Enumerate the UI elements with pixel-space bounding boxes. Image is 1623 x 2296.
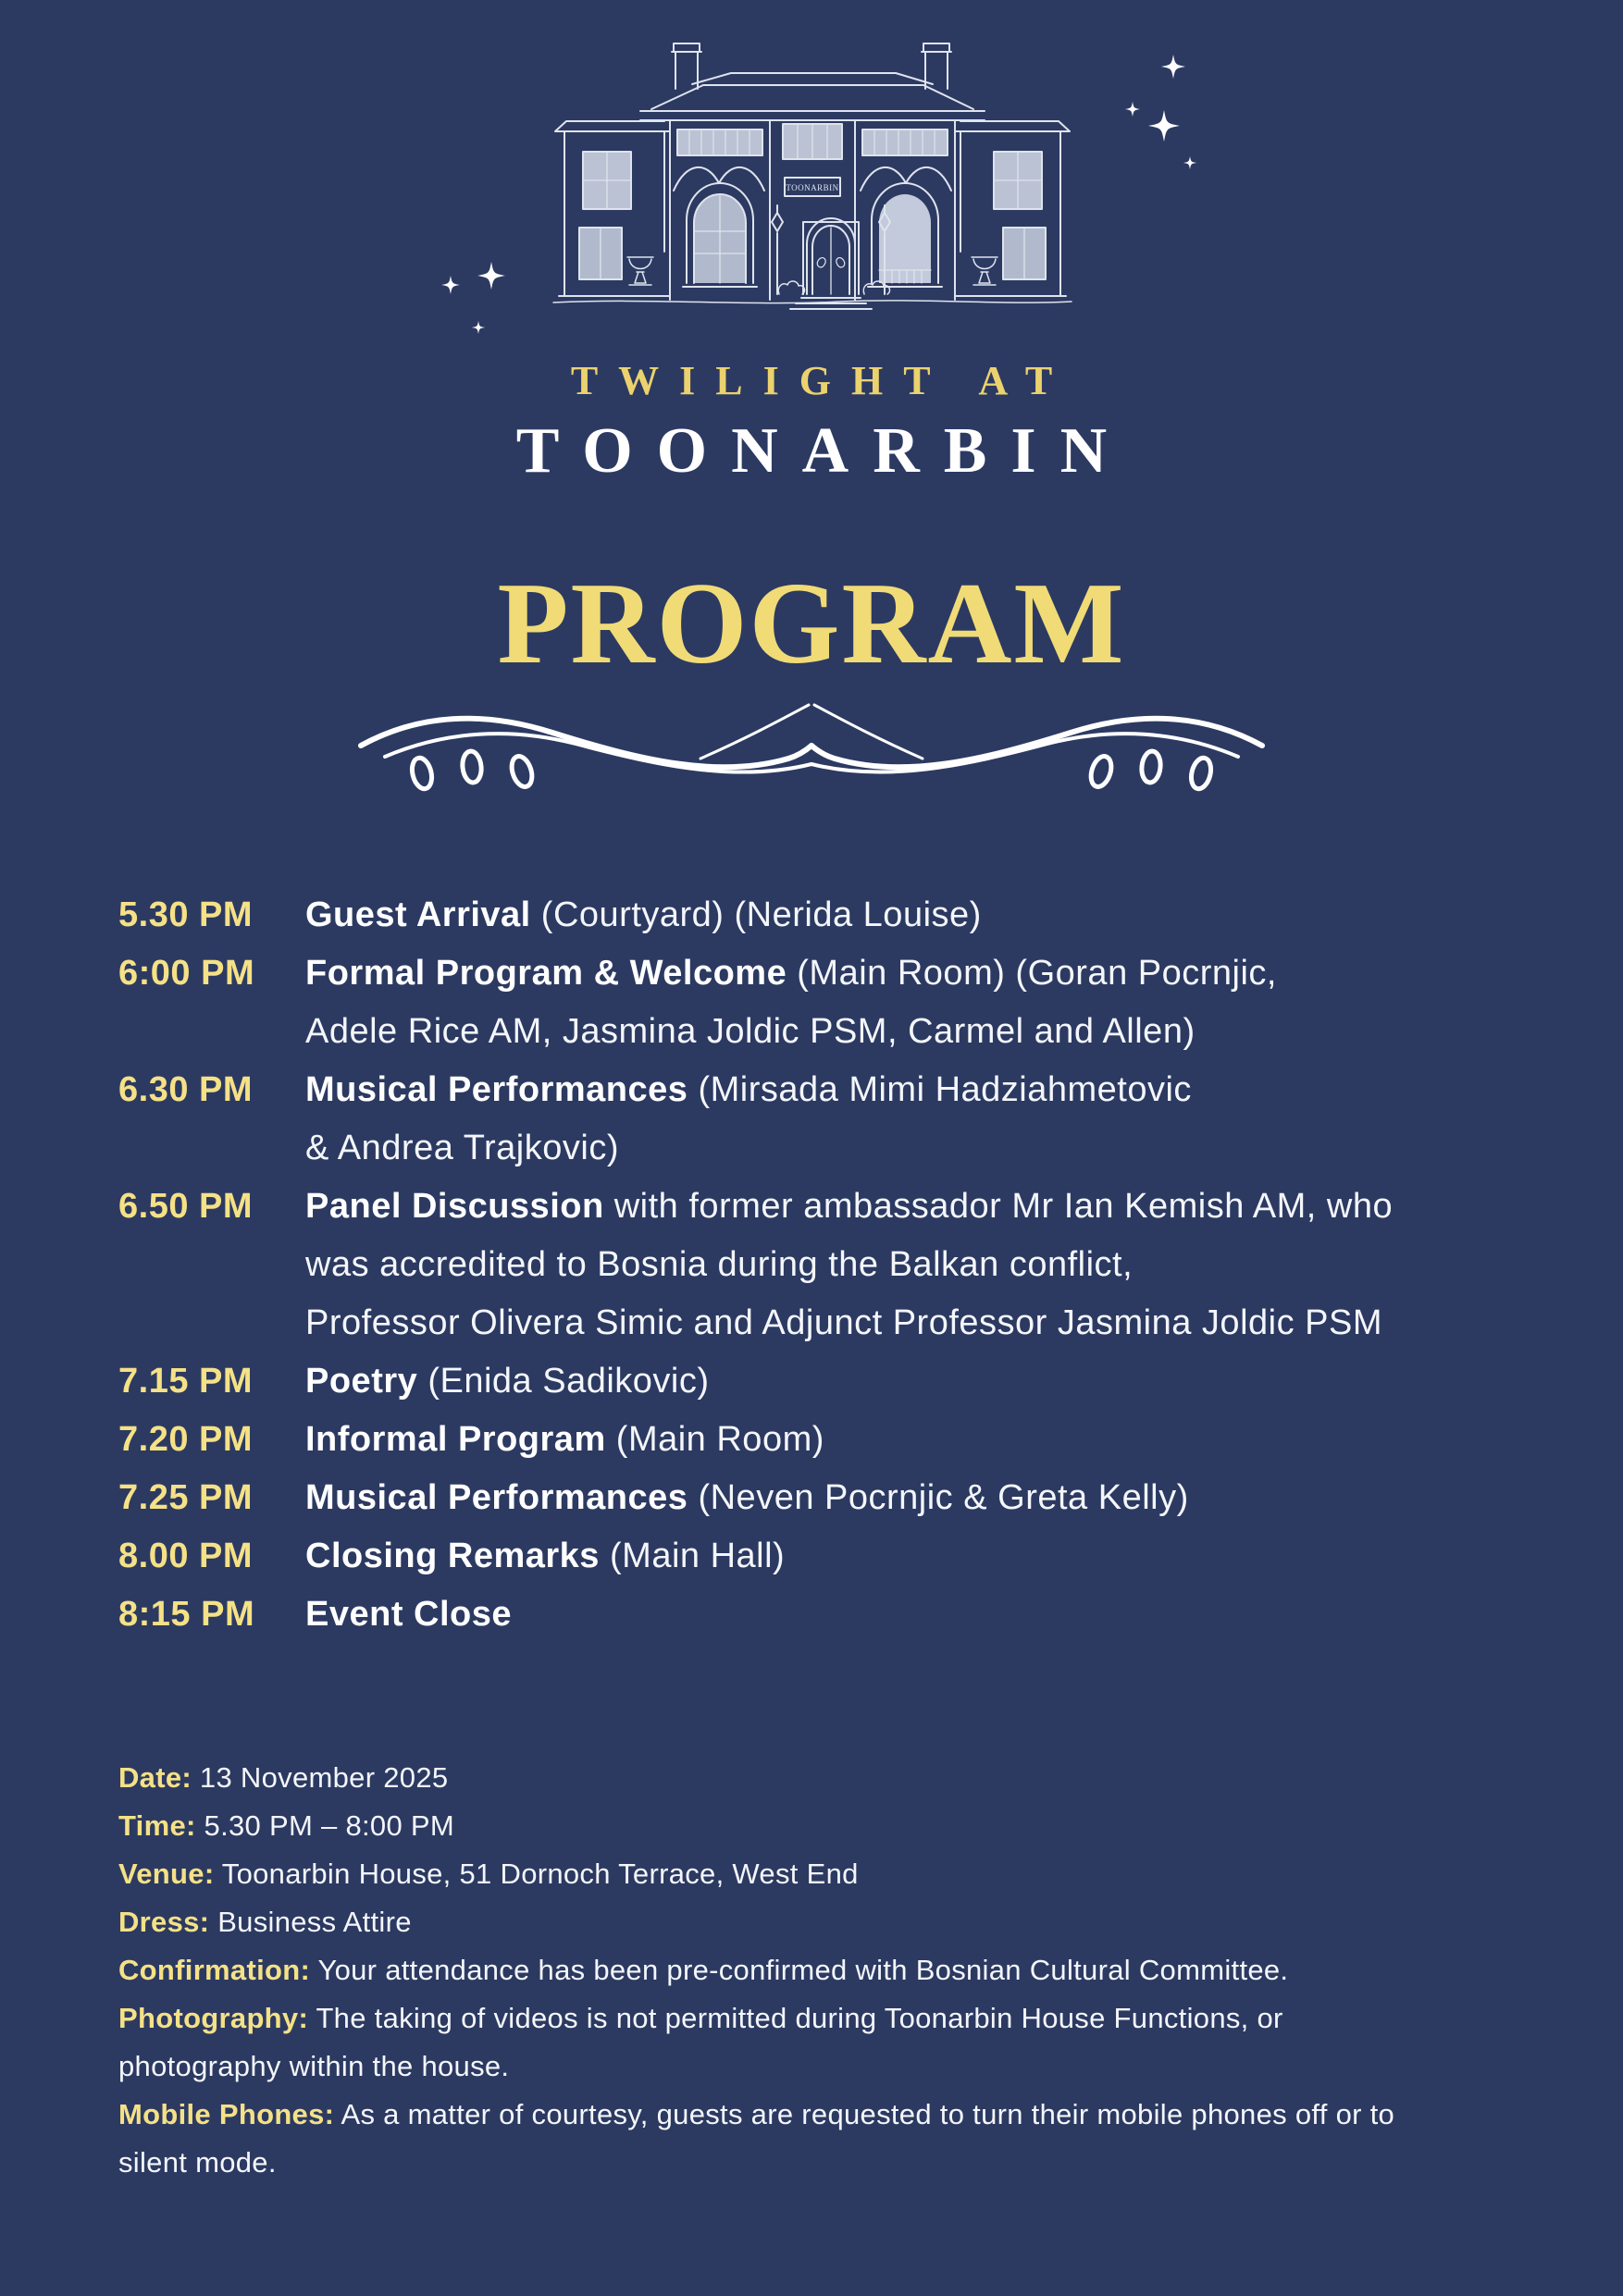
schedule-detail: Adele Rice AM, Jasmina Joldic PSM, Carmel and Allen) — [305, 1012, 1196, 1051]
detail-row — [118, 1946, 1425, 1994]
schedule-time: 8.00 PM — [118, 1537, 254, 1575]
sparkle-icon — [1148, 110, 1180, 142]
schedule-row — [118, 944, 1562, 1003]
detail-text: As a matter of courtesy, guests are requested to turn their mobile phones off or to silent mode. — [118, 2098, 1395, 2179]
house-sign-text: TOONARBIN — [786, 183, 839, 192]
schedule-title: Musical Performances — [305, 1478, 688, 1517]
detail-label: Mobile Phones: — [118, 2098, 335, 2130]
schedule-detail: (Main Room) (Goran Pocrnjic, — [787, 954, 1277, 993]
sparkle-icon — [1183, 156, 1196, 169]
schedule-row — [118, 1411, 1562, 1469]
schedule-detail: Professor Olivera Simic and Adjunct Professor Jasmina Joldic PSM — [305, 1303, 1382, 1342]
schedule-row — [118, 1236, 1562, 1294]
page-title: PROGRAM — [497, 560, 1126, 688]
program-schedule — [118, 886, 1562, 1644]
schedule-row — [118, 1352, 1562, 1411]
schedule-row — [118, 1178, 1562, 1236]
schedule-detail: & Andrea Trajkovic) — [305, 1129, 619, 1167]
detail-text: Business Attire — [209, 1906, 412, 1938]
detail-label: Confirmation: — [118, 1954, 311, 1986]
detail-label: Date: — [118, 1761, 192, 1794]
schedule-row — [118, 1527, 1562, 1586]
schedule-detail: (Main Hall) — [599, 1537, 786, 1575]
schedule-detail: was accredited to Bosnia during the Balkan conflict, — [305, 1245, 1134, 1284]
schedule-row — [118, 1119, 1562, 1178]
schedule-detail: (Neven Pocrnjic & Greta Kelly) — [688, 1478, 1189, 1517]
sparkle-icon — [441, 276, 460, 294]
detail-text: 13 November 2025 — [192, 1761, 449, 1794]
schedule-detail: with former ambassador Mr Ian Kemish AM, who — [603, 1187, 1394, 1226]
detail-label: Photography: — [118, 2002, 309, 2034]
sparkle-icon — [1161, 55, 1185, 79]
schedule-time: 6:00 PM — [118, 954, 255, 993]
detail-row — [118, 1850, 1425, 1898]
schedule-title: Event Close — [305, 1595, 513, 1634]
detail-row — [118, 2091, 1425, 2187]
detail-row — [118, 1754, 1425, 1802]
schedule-title: Poetry — [305, 1362, 418, 1401]
detail-text: 5.30 PM – 8:00 PM — [195, 1809, 454, 1842]
schedule-time: 7.25 PM — [118, 1478, 254, 1517]
schedule-detail: (Enida Sadikovic) — [417, 1362, 710, 1401]
sparkle-icon — [1125, 102, 1140, 117]
detail-label: Time: — [118, 1809, 196, 1842]
sparkle-icon — [472, 321, 485, 334]
detail-row — [118, 1994, 1425, 2091]
event-title: TOONARBIN — [515, 415, 1132, 487]
schedule-title: Informal Program — [305, 1420, 606, 1459]
schedule-time: 6.30 PM — [118, 1070, 254, 1109]
schedule-title: Musical Performances — [305, 1070, 688, 1109]
schedule-row — [118, 1586, 1562, 1644]
detail-text: Your attendance has been pre-confirmed with Bosnian Cultural Committee. — [310, 1954, 1289, 1986]
schedule-time: 7.15 PM — [118, 1362, 254, 1401]
schedule-title: Panel Discussion — [305, 1187, 604, 1226]
detail-label: Venue: — [118, 1858, 215, 1890]
schedule-title: Closing Remarks — [305, 1537, 600, 1575]
detail-text: The taking of videos is not permitted during Toonarbin House Functions, or photography within the house. — [118, 2002, 1283, 2082]
schedule-row — [118, 1469, 1562, 1527]
sparkle-icon — [477, 262, 505, 290]
schedule-detail: (Mirsada Mimi Hadziahmetovic — [688, 1070, 1192, 1109]
flourish-divider — [353, 699, 1270, 803]
detail-row — [118, 1898, 1425, 1946]
schedule-time: 7.20 PM — [118, 1420, 254, 1459]
schedule-time: 6.50 PM — [118, 1187, 254, 1226]
schedule-title: Guest Arrival — [305, 895, 531, 934]
schedule-detail: (Courtyard) (Nerida Louise) — [530, 895, 982, 934]
schedule-row — [118, 1003, 1562, 1061]
schedule-row — [118, 1294, 1562, 1352]
schedule-row — [118, 886, 1562, 944]
detail-text: Toonarbin House, 51 Dornoch Terrace, West End — [214, 1858, 859, 1890]
schedule-time: 8:15 PM — [118, 1595, 255, 1634]
schedule-time: 5.30 PM — [118, 895, 254, 934]
detail-label: Dress: — [118, 1906, 210, 1938]
detail-row — [118, 1802, 1425, 1850]
event-details — [118, 1754, 1425, 2187]
event-subtitle: TWILIGHT AT — [570, 358, 1073, 403]
schedule-title: Formal Program & Welcome — [305, 954, 787, 993]
schedule-detail: (Main Room) — [605, 1420, 824, 1459]
schedule-row — [118, 1061, 1562, 1119]
house-illustration — [535, 31, 1090, 311]
